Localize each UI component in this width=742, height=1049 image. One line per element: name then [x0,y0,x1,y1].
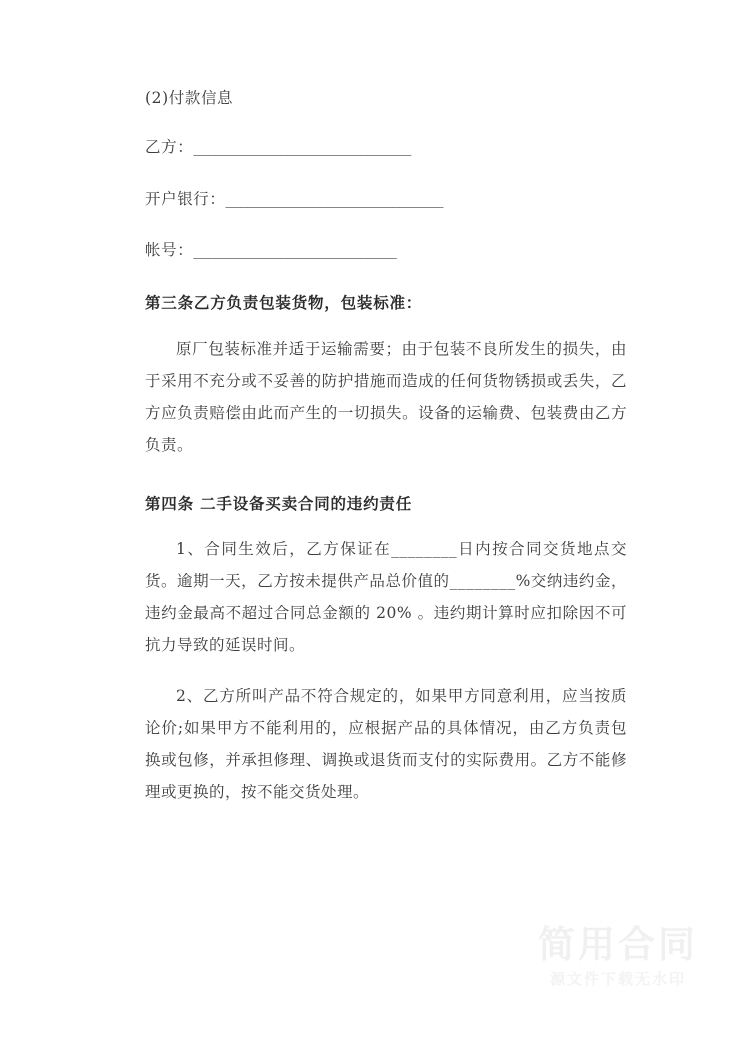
field-label-account: 帐号： [145,241,194,260]
field-row-party-b [145,135,627,160]
clause-paragraph-article-three-1: 原厂包装标准并适于运输需要；由于包装不良所发生的损失，由于采用不充分或不妥善的防护措施而造成的任何货物锈损或丢失，乙方应负责赔偿由此而产生的一切损失。设备的运输费、包装费由乙方负责。 [145,339,627,454]
field-label-bank: 开户银行： [145,189,226,208]
clause-heading-article-three: 第三条乙方负责包装货物，包装标准： [145,293,423,313]
field-blank-account[interactable]: ____________________________ [193,241,397,260]
clause-paragraph-article-four-1: 1、合同生效后，乙方保证在________日内按合同交货地点交货。逾期一天，乙方按未提供产品总价值的________%交纳违约金，违约金最高不超过合同总金额的 20% 。违约期计算时应扣除因不可抗力导致的延误时间。 [145,540,627,655]
document-body [145,86,627,826]
clause-heading-article-four: 第四条 二手设备买卖合同的违约责任 [145,493,412,513]
field-blank-party-b[interactable]: ______________________________ [193,137,411,156]
field-row-account [145,238,627,263]
field-blank-bank[interactable]: ______________________________ [225,189,444,208]
watermark-title: 简用合同 [538,922,698,966]
clause-paragraph-article-four-2: 2、乙方所叫产品不符合规定的，如果甲方同意利用，应当按质论价;如果甲方不能利用的，应根据产品的具体情况，由乙方负责包换或包修，并承担修理、调换或退货而支付的实际费用。乙方不能修理或更换的，按不能交货处理。 [145,686,627,801]
watermark-subtitle: 源文件下载无水印 [549,969,686,988]
field-row-bank [145,187,627,212]
field-label-party-b: 乙方： [145,137,194,156]
watermark [538,922,698,988]
section-label-payment-info: (2)付款信息 [145,89,234,107]
